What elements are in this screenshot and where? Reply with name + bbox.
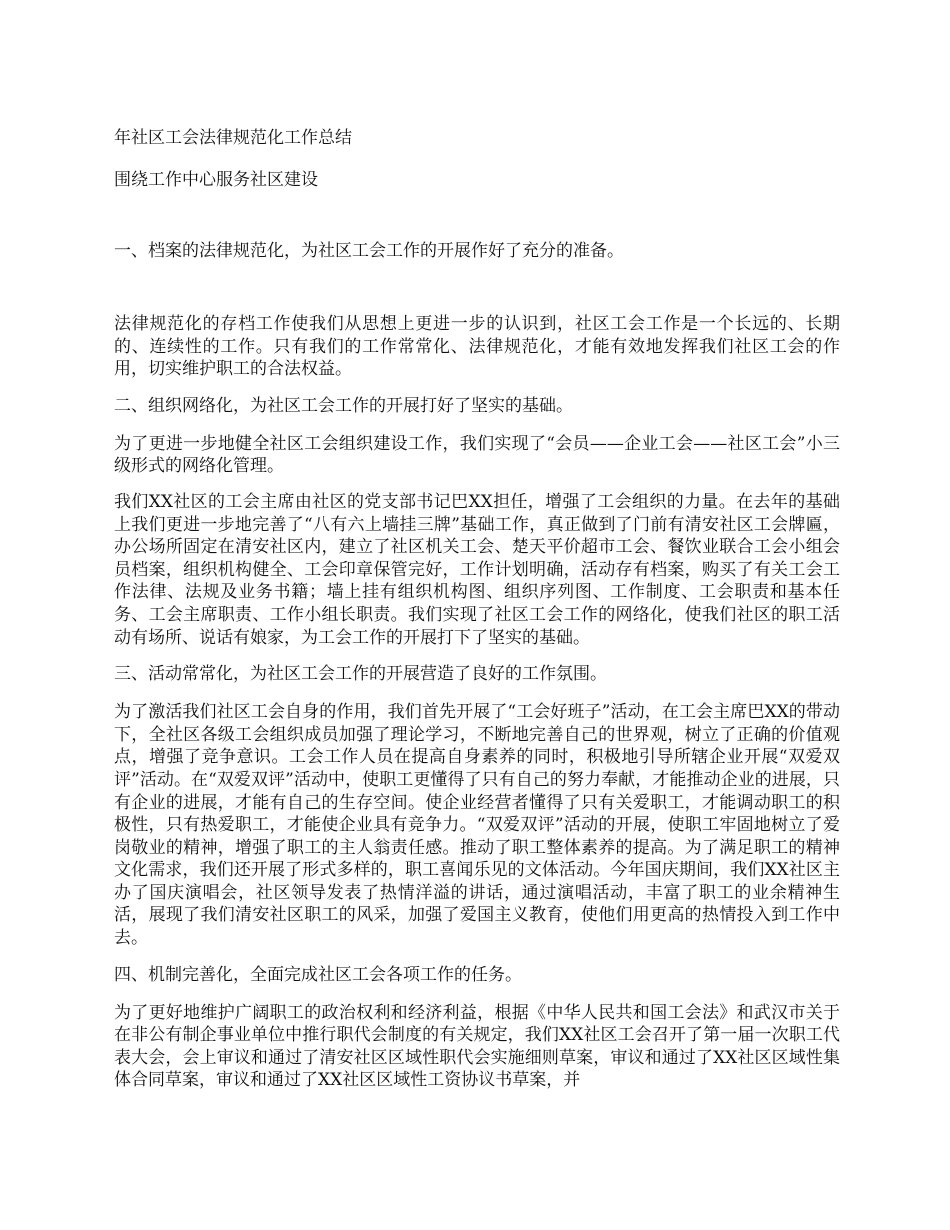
paragraph-1: 法律规范化的存档工作使我们从思想上更进一步的认识到，社区工会工作是一个长远的、长期的、连续性的工作。只有我们的工作常常化、法律规范化，才能有效地发挥我们社区工会的作用，切实维护职工的合法权益。	[114, 314, 840, 380]
section-heading-3: 三、活动常常化，为社区工会工作的开展营造了良好的工作氛围。	[114, 664, 607, 685]
paragraph-5: 为了更好地维护广阔职工的政治权利和经济利益，根据《中华人民共和国工会法》和武汉市关于在非公有制企事业单位中推行职代会制度的有关规定，我们XX社区工会召开了第一届一次职工代表大会，会上审议和通过了清安社区区域性职代会实施细则草案，审议和通过了XX社区区域性集体合同草案，审议和通过了XX社区区域性工资协议书草案，并	[114, 1002, 840, 1091]
document-title: 年社区工会法律规范化工作总结	[114, 128, 352, 148]
paragraph-2: 为了更进一步地健全社区工会组织建设工作，我们实现了“会员——企业工会——社区工会”小三级形式的网络化管理。	[114, 433, 840, 477]
paragraph-4: 为了激活我们社区工会自身的作用，我们首先开展了“工会好班子”活动，在工会主席巴XX的带动下，全社区各级工会组织成员加强了理论学习，不断地完善自己的世界观，树立了正确的价值观点，增强了竞争意识。工会工作人员在提高自身素养的同时，积极地引导所辖企业开展“双爱双评”活动。在“双爱双评”活动中，使职工更懂得了只有自己的努力奉献，才能推动企业的进展，只有企业的进展，才能有自己的生存空间。使企业经营者懂得了只有关爱职工，才能调动职工的积极性，只有热爱职工，才能使企业具有竞争力。“双爱双评”活动的开展，使职工牢固地树立了爱岗敬业的精神，增强了职工的主人翁责任感。推动了职工整体素养的提高。为了满足职工的精神文化需求，我们还开展了形式多样的，职工喜闻乐见的文体活动。今年国庆期间，我们XX社区主办了国庆演唱会，社区领导发表了热情洋溢的讲话，通过演唱活动，丰富了职工的业余精神生活，展现了我们清安社区职工的风采，加强了爱国主义教育，使他们用更高的热情投入到工作中去。	[114, 702, 840, 949]
document-subtitle: 围绕工作中心服务社区建设	[114, 170, 318, 190]
section-heading-2: 二、组织网络化，为社区工会工作的开展打好了坚实的基础。	[114, 395, 573, 416]
section-heading-4: 四、机制完善化，全面完成社区工会各项工作的任务。	[114, 964, 522, 985]
paragraph-3: 我们XX社区的工会主席由社区的党支部书记巴XX担任，增强了工会组织的力量。在去年的基础上我们更进一步地完善了“八有六上墙挂三牌”基础工作，真正做到了门前有清安社区工会牌匾，办公场所固定在清安社区内，建立了社区机关工会、楚天平价超市工会、餐饮业联合工会小组会员档案，组织机构健全、工会印章保管完好，工作计划明确，活动存有档案，购买了有关工会工作法律、法规及业务书籍；墙上挂有组织机构图、组织序列图、工作制度、工会职责和基本任务、工会主席职责、工作小组长职责。我们实现了社区工会工作的网络化，使我们社区的职工活动有场所、说话有娘家，为工会工作的开展打下了坚实的基础。	[114, 491, 840, 648]
document-page	[114, 126, 840, 1105]
section-heading-1: 一、档案的法律规范化，为社区工会工作的开展作好了充分的准备。	[114, 241, 624, 261]
